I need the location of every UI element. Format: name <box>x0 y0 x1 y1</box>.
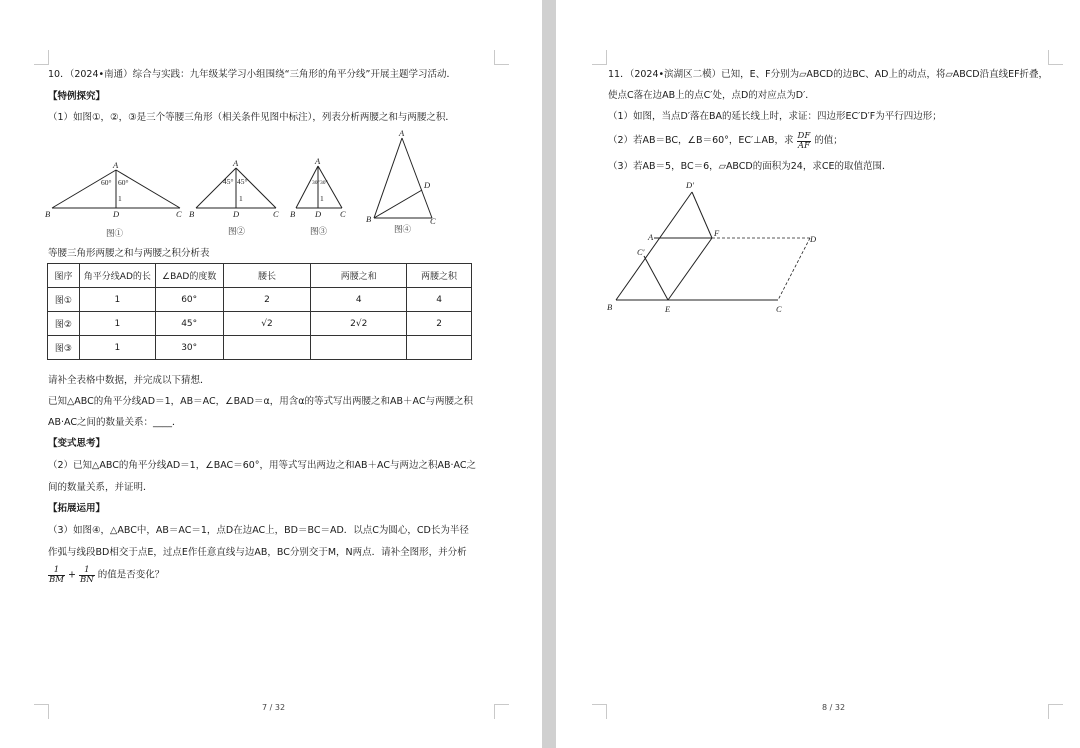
table-header-cell: 图序 <box>48 264 80 288</box>
q10-part3-line2: 作弧与线段BD相交于点E，过点E作任意直线与边AB，BC分别交于M，N两点．请补全图形，并分析 <box>48 547 467 558</box>
fig-label-a: A <box>648 232 654 242</box>
fig1-angle-60-right: 60° <box>118 178 129 187</box>
fig3-label-c: C <box>340 209 346 219</box>
fig1-label-b: B <box>45 209 51 219</box>
q11-part3: （3）若AB＝5，BC＝6，▱ABCD的面积为24，求CE的取值范围． <box>608 161 892 172</box>
table-cell: 2 <box>223 288 311 312</box>
fig3-label-a: A <box>315 156 321 166</box>
fig2-label-c: C <box>273 209 279 219</box>
page-8 <box>556 0 1080 748</box>
fig4-caption: 图④ <box>394 224 412 234</box>
q11-line2: 使点C落在边AB上的点C′处，点D的对应点为D′． <box>608 90 815 101</box>
fig2-label-a: A <box>233 158 239 168</box>
table-cell: 图② <box>48 312 80 336</box>
table-cell: 30° <box>155 336 223 360</box>
table-row <box>48 288 472 312</box>
fig1-label-one: 1 <box>118 194 122 203</box>
table-header-cell: 角平分线AD的长 <box>79 264 155 288</box>
fig1-label-a: A <box>113 160 119 170</box>
q10-figures <box>44 128 444 240</box>
fig-label-c: C <box>776 304 782 314</box>
fig2-angle-45-right: 45° <box>237 177 248 186</box>
table-header-cell: 两腰之积 <box>407 264 472 288</box>
fraction-df-af: $\frac{DF}{AF}$ <box>797 130 811 151</box>
crop-mark <box>494 50 509 65</box>
table-cell: 60° <box>155 288 223 312</box>
fig3-label-d: D <box>315 209 322 219</box>
q10-part2-line2: 间的数量关系，并证明． <box>48 482 153 493</box>
analysis-table <box>47 263 472 360</box>
q11-line1: 11．（2024•滨湖区二模）已知，E、F分别为▱ABCD的边BC、AD上的动点，将▱ABCD沿直线EF折叠， <box>608 69 1049 80</box>
page-number: 7 / 32 <box>262 703 286 712</box>
fig2-label-b: B <box>189 209 195 219</box>
table-cell: 45° <box>155 312 223 336</box>
fig2-caption: 图② <box>228 226 246 236</box>
table-header-row <box>48 264 472 288</box>
table-cell: 1 <box>79 336 155 360</box>
section-special-case: 【特例探究】 <box>48 91 106 102</box>
fig3-caption: 图③ <box>310 226 328 236</box>
fig3-angle-30-right: 30° <box>320 180 328 186</box>
fig-label-dprime: D′ <box>686 180 694 190</box>
fig4-label-a: A <box>399 128 405 138</box>
fig-label-d: D <box>810 234 817 244</box>
crop-mark <box>592 50 607 65</box>
table-row <box>48 312 472 336</box>
table-cell: 4 <box>311 288 407 312</box>
crop-mark <box>592 704 607 719</box>
table-cell-blank[interactable] <box>407 336 472 360</box>
section-variant: 【变式思考】 <box>48 438 106 449</box>
table-title: 等腰三角形两腰之和与两腰之积分析表 <box>48 248 210 259</box>
fig4-label-d: D <box>424 180 431 190</box>
fig1-label-d: D <box>113 209 120 219</box>
fraction-1-bm: $\frac{1}{BM}$ <box>49 565 64 585</box>
table-cell: 2 <box>407 312 472 336</box>
q10-part3-line1: （3）如图④，△ABC中，AB＝AC＝1，点D在边AC上，BD＝BC＝AD．以点C为圆心，CD长为半径 <box>48 525 469 536</box>
crop-mark <box>494 704 509 719</box>
fig2-angle-45-left: 45° <box>223 177 234 186</box>
table-cell: 2√2 <box>311 312 407 336</box>
fig3-angle-30-left: 30° <box>312 180 320 186</box>
q10-guess-line2: AB·AC之间的数量关系：____． <box>48 417 182 428</box>
table-cell-blank[interactable] <box>223 336 311 360</box>
table-cell: 图① <box>48 288 80 312</box>
q11-figure <box>600 176 840 326</box>
q10-part2-line1: （2）已知△ABC的角平分线AD＝1，∠BAC＝60°，用等式写出两边之和AB＋AC与两边之积AB·AC之 <box>48 460 477 471</box>
page-number: 8 / 32 <box>822 703 846 712</box>
fig1-angle-60-left: 60° <box>101 178 112 187</box>
section-extension: 【拓展运用】 <box>48 503 106 514</box>
crop-mark <box>34 704 49 719</box>
fig-label-f: F <box>714 228 720 238</box>
table-cell: 1 <box>79 288 155 312</box>
table-header-cell: 两腰之和 <box>311 264 407 288</box>
table-cell-blank[interactable] <box>311 336 407 360</box>
table-cell: √2 <box>223 312 311 336</box>
table-row <box>48 336 472 360</box>
page-gap <box>542 0 556 748</box>
q10-fill-instruction: 请补全表格中数据，并完成以下猜想． <box>48 375 210 386</box>
fig3-label-one: 1 <box>320 194 324 203</box>
crop-mark <box>1048 704 1063 719</box>
table-cell: 1 <box>79 312 155 336</box>
q10-part1: （1）如图①，②，③是三个等腰三角形（相关条件见图中标注），列表分析两腰之和与两腰之积． <box>48 112 455 123</box>
fig1-label-c: C <box>176 209 182 219</box>
crop-mark <box>34 50 49 65</box>
fig1-caption: 图① <box>106 228 124 238</box>
fig-label-b: B <box>607 302 613 312</box>
q10-header: 10．（2024•南通）综合与实践：九年级某学习小组围绕“三角形的角平分线”开展主题学习活动． <box>48 69 456 80</box>
fraction-1-bn: $\frac{1}{BN}$ <box>79 565 94 585</box>
table-header-cell: 腰长 <box>223 264 311 288</box>
table-cell: 4 <box>407 288 472 312</box>
fig-label-e: E <box>665 304 671 314</box>
q10-guess-line1: 已知△ABC的角平分线AD＝1，AB＝AC，∠BAD＝α，用含α的等式写出两腰之和AB＋AC与两腰之积 <box>48 396 473 407</box>
fig4-label-c: C <box>430 216 436 226</box>
fig2-label-one: 1 <box>239 194 243 203</box>
q11-part2: （2）若AB＝BC，∠B＝60°，EC′⊥AB，求 $\frac{DF}{AF}$ 的值； <box>608 130 843 151</box>
fig2-label-d: D <box>233 209 240 219</box>
crop-mark <box>1048 50 1063 65</box>
q11-part1: （1）如图，当点D′落在BA的延长线上时，求证：四边形EC′D′F为平行四边形； <box>608 111 942 122</box>
table-header-cell: ∠BAD的度数 <box>155 264 223 288</box>
table-cell: 图③ <box>48 336 80 360</box>
fig3-label-b: B <box>290 209 296 219</box>
fig4-label-b: B <box>366 214 372 224</box>
fig-label-cprime: C′ <box>637 247 645 257</box>
q10-part3-line3: $\frac{1}{BM}$ + $\frac{1}{BN}$ 的值是否变化？ <box>49 565 165 585</box>
